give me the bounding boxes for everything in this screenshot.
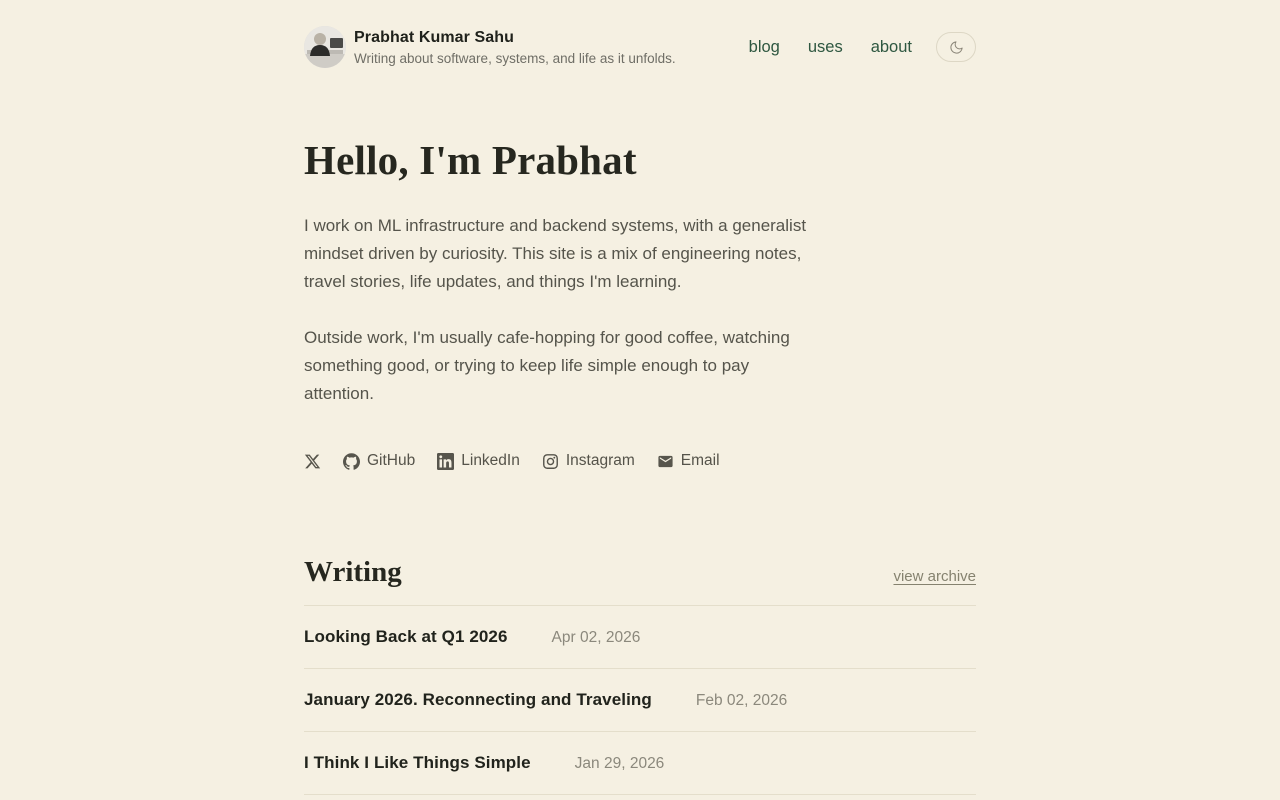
intro-paragraph-2: Outside work, I'm usually cafe-hopping for good coffee, watching something good, or trying to keep life simple enough to pay attention. — [304, 328, 790, 403]
post-title[interactable]: Looking Back at Q1 2026 — [304, 627, 508, 646]
email-link[interactable] — [657, 452, 720, 470]
site-name: Prabhat Kumar Sahu — [354, 28, 515, 46]
writing-heading: Writing — [304, 556, 402, 588]
instagram-link[interactable] — [542, 452, 635, 470]
github-label: GitHub — [367, 452, 416, 469]
writing-section — [304, 556, 976, 795]
email-icon — [657, 453, 674, 470]
x-link[interactable] — [304, 453, 321, 470]
linkedin-label: LinkedIn — [461, 452, 520, 469]
site-nav — [749, 38, 912, 57]
github-link[interactable] — [343, 452, 415, 470]
nav-link-uses[interactable]: uses — [807, 37, 843, 56]
site-header — [304, 0, 976, 68]
post-title[interactable]: January 2026. Reconnecting and Traveling — [304, 690, 652, 709]
page-title: Hello, I'm Prabhat — [304, 137, 637, 183]
x-icon — [304, 453, 321, 470]
social-links — [304, 452, 976, 470]
post-date: Jan 29, 2026 — [574, 755, 665, 772]
nav-link-blog[interactable]: blog — [748, 37, 780, 56]
profile-photo — [304, 26, 346, 68]
github-icon — [343, 453, 360, 470]
linkedin-link[interactable] — [437, 452, 520, 470]
avatar[interactable] — [304, 26, 346, 68]
site-identity — [354, 29, 676, 66]
moon-icon — [949, 40, 964, 55]
post-row[interactable] — [304, 669, 976, 732]
post-row[interactable] — [304, 606, 976, 669]
nav-link-about[interactable]: about — [870, 37, 912, 56]
view-archive-link[interactable]: view archive — [893, 568, 976, 585]
theme-toggle-button[interactable] — [936, 32, 976, 62]
post-date: Feb 02, 2026 — [695, 692, 788, 709]
instagram-label: Instagram — [565, 452, 635, 469]
site-tagline: Writing about software, systems, and life as it unfolds. — [354, 50, 676, 66]
instagram-icon — [542, 453, 559, 470]
main-content — [304, 136, 976, 795]
writing-header — [304, 556, 976, 606]
post-date: Apr 02, 2026 — [551, 629, 641, 646]
email-label: Email — [680, 452, 720, 469]
linkedin-icon — [437, 453, 454, 470]
intro-paragraph-1: I work on ML infrastructure and backend systems, with a generalist mindset driven by curiosity. This site is a mix of engineering notes, travel stories, life updates, and things I'm learning. — [304, 216, 807, 291]
post-title[interactable]: I Think I Like Things Simple — [304, 753, 531, 772]
post-row[interactable] — [304, 732, 976, 795]
